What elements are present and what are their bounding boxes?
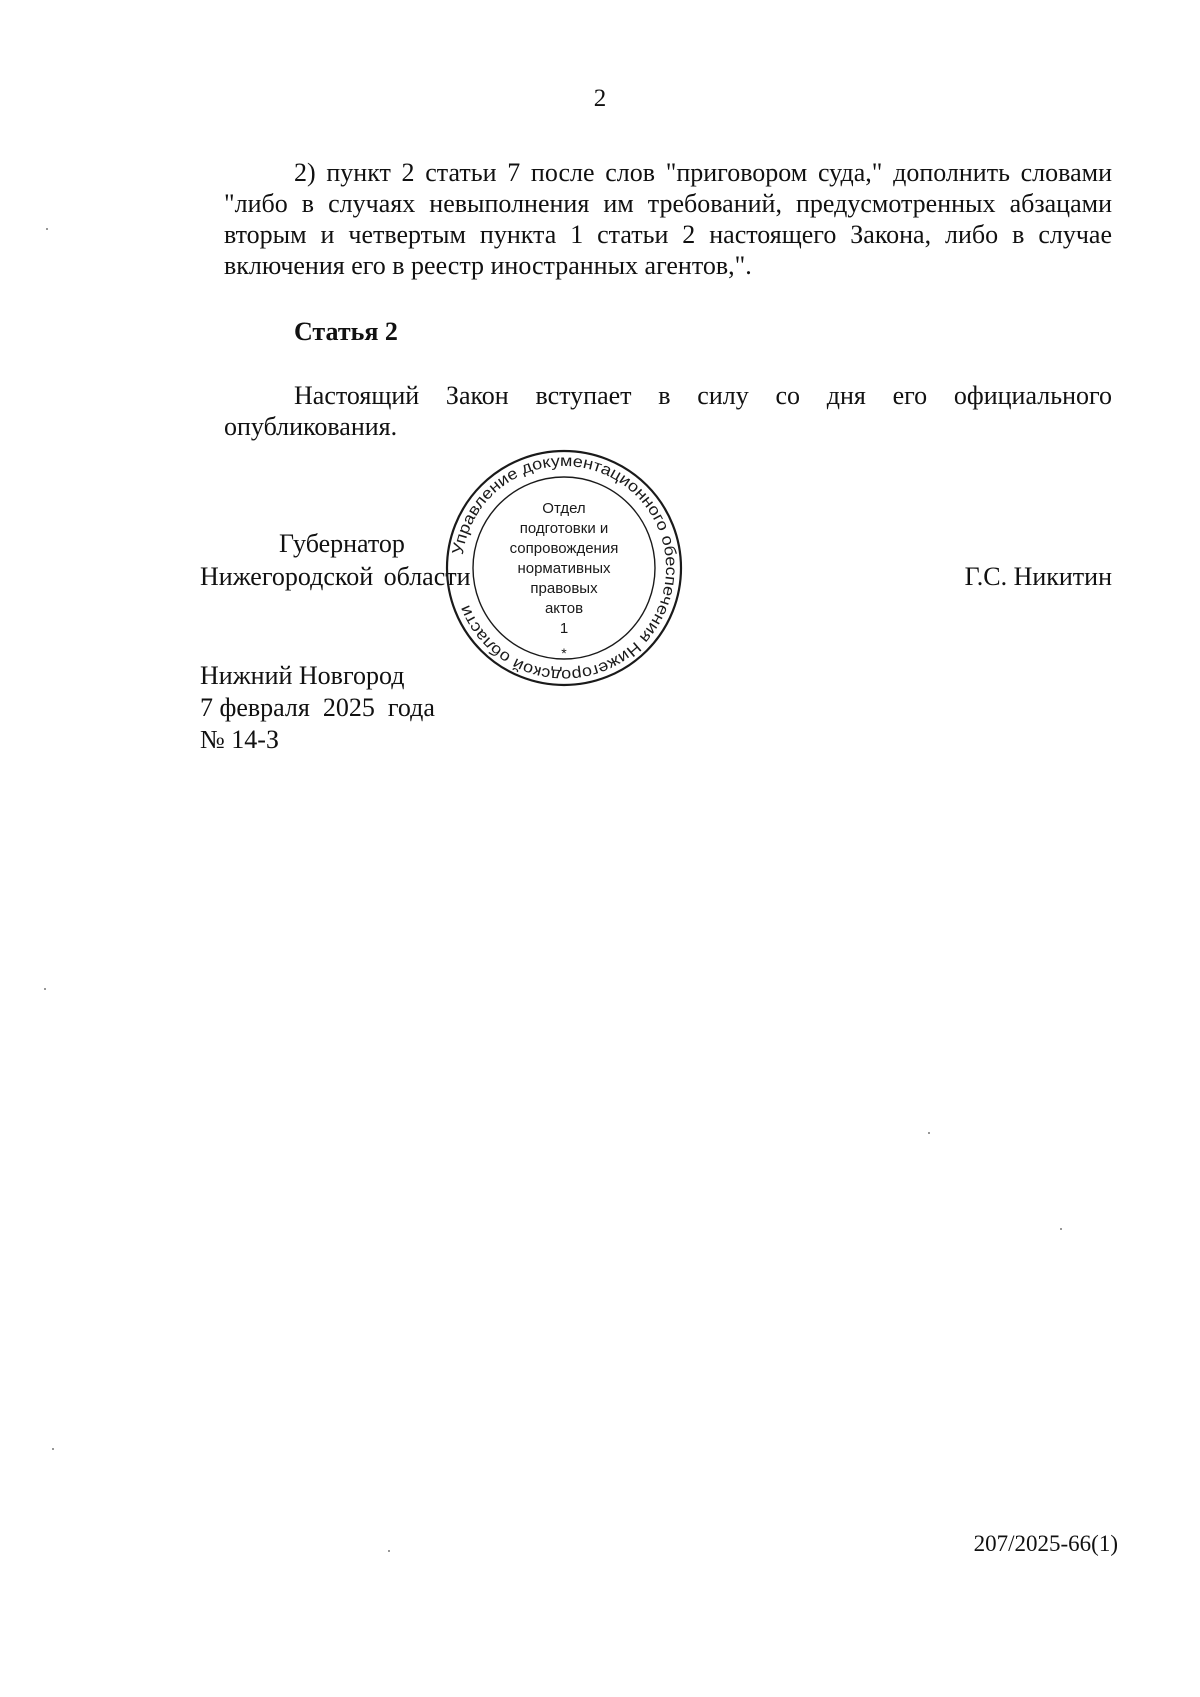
article-2-paragraph: Настоящий Закон вступает в силу со дня его официального опубликования.: [224, 381, 1112, 441]
adoption-date: 7 февраля 2025 года: [200, 693, 435, 722]
stamp-number: 1: [559, 620, 569, 637]
page-number: 2: [593, 85, 607, 112]
stamp-center-line: нормативных: [517, 560, 611, 577]
stamp-center-line: правовых: [530, 580, 598, 597]
scan-speck: [44, 988, 46, 990]
place-city: Нижний Новгород: [200, 661, 405, 690]
scan-speck: [928, 1132, 930, 1134]
law-number: № 14-З: [200, 725, 279, 754]
stamp-center-line: актов: [544, 600, 584, 617]
stamp-star: *: [561, 645, 567, 661]
signatory-name: Г.С. Никитин: [964, 562, 1112, 591]
article-heading: Статья 2: [294, 317, 398, 346]
article-1-paragraph: 2) пункт 2 статьи 7 после слов "приговором суда," дополнить словами "либо в случаях невыполнения им требований, предусмотренных абзацами вторым и четвертым пункта 1 статьи 2 настоящего Закона, либо в случае включения его в реестр иностранных агентов,".: [224, 158, 1112, 280]
stamp-center-line: сопровождения: [509, 540, 619, 557]
place-date-block: [200, 660, 435, 756]
stamp-center-line: подготовки и: [519, 520, 609, 537]
stamp-ring-text: Управление документационного обеспечения Нижегородской области: [449, 452, 680, 684]
registry-code: 207/2025-66(1): [973, 1531, 1118, 1556]
scan-speck: [46, 228, 48, 230]
official-stamp: [444, 448, 684, 688]
scan-speck: [1060, 1228, 1062, 1230]
scan-speck: [52, 1448, 54, 1450]
signatory-title-line-1: Губернатор: [279, 529, 405, 558]
stamp-center-line: Отдел: [542, 500, 586, 517]
scan-speck: [388, 1550, 390, 1552]
signatory-title-line-2: Нижегородской области: [200, 562, 471, 591]
